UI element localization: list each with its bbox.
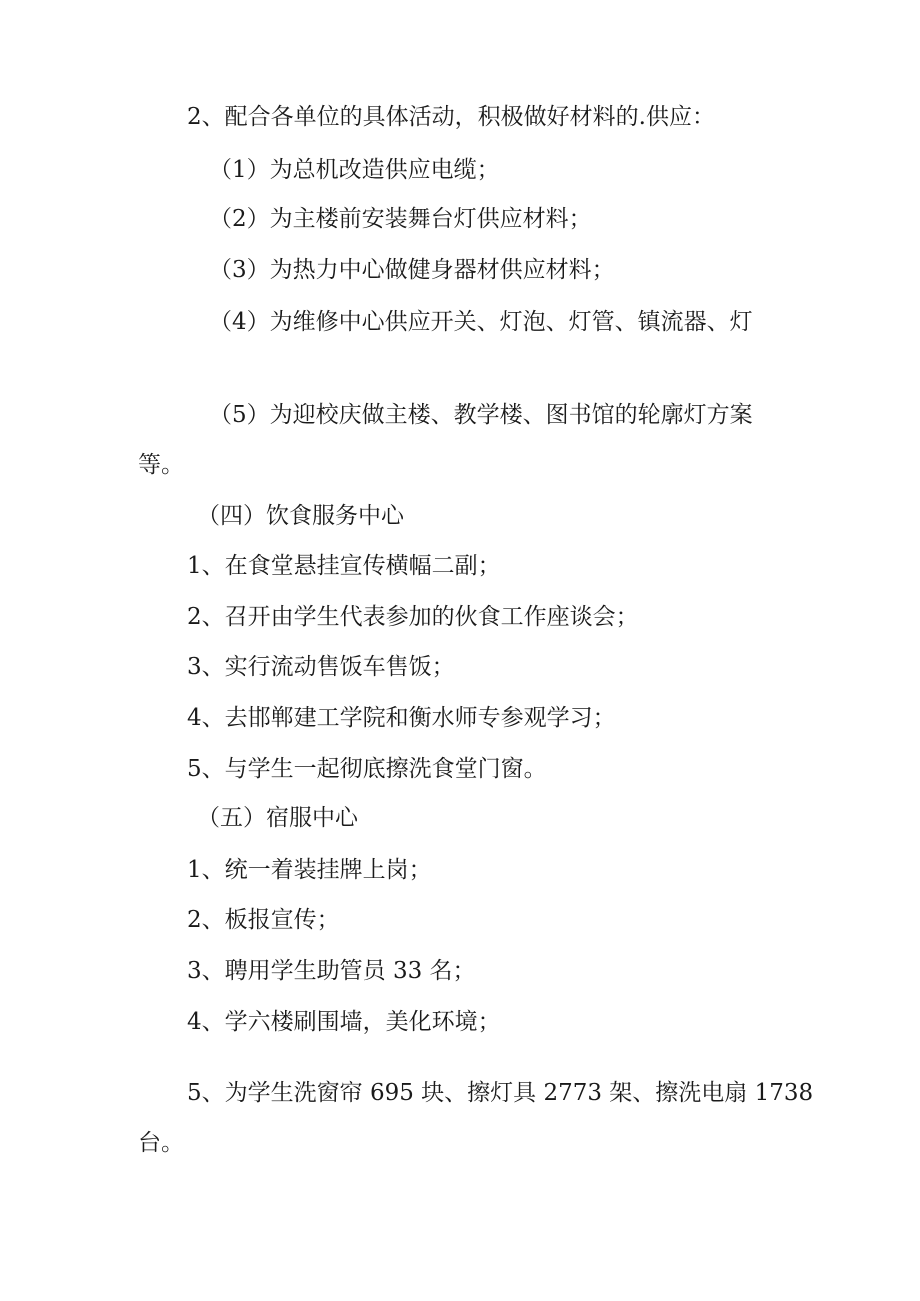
list-item-supply-cooperation: 2、配合各单位的具体活动，积极做好材料的.供应： (187, 104, 715, 130)
list-item: 1、统一着装挂牌上岗； (187, 857, 432, 883)
list-item: 4、学六楼刷围墙，美化环境； (187, 1009, 501, 1035)
list-item: 1、在食堂悬挂宣传横幅二副； (187, 553, 501, 579)
list-item: 4、去邯郸建工学院和衡水师专参观学习； (187, 705, 616, 731)
sub-item-2: （2）为主楼前安装舞台灯供应材料； (209, 206, 592, 232)
sub-item-4: （4）为维修中心供应开关、灯泡、灯管、镇流器、灯 (209, 309, 753, 335)
list-item: 2、板报宣传； (187, 907, 340, 933)
list-item: 2、召开由学生代表参加的伙食工作座谈会； (187, 604, 639, 630)
list-item: 3、实行流动售饭车售饭； (187, 654, 455, 680)
sub-item-3: （3）为热力中心做健身器材供应材料； (209, 257, 615, 283)
list-item: 3、聘用学生助管员 33 名； (187, 958, 476, 984)
list-item: 5、为学生洗窗帘 695 块、擦灯具 2773 架、擦洗电扇 1738 (187, 1080, 814, 1106)
list-item-continuation: 台。 (138, 1130, 184, 1156)
sub-item-5-continuation: 等。 (138, 452, 184, 478)
section-heading-food-service: （四）饮食服务中心 (197, 503, 404, 529)
sub-item-1: （1）为总机改造供应电缆； (209, 157, 500, 183)
list-item: 5、与学生一起彻底擦洗食堂门窗。 (187, 756, 547, 782)
sub-item-5: （5）为迎校庆做主楼、教学楼、图书馆的轮廓灯方案 (209, 402, 753, 428)
section-heading-dormitory: （五）宿服中心 (197, 805, 358, 831)
